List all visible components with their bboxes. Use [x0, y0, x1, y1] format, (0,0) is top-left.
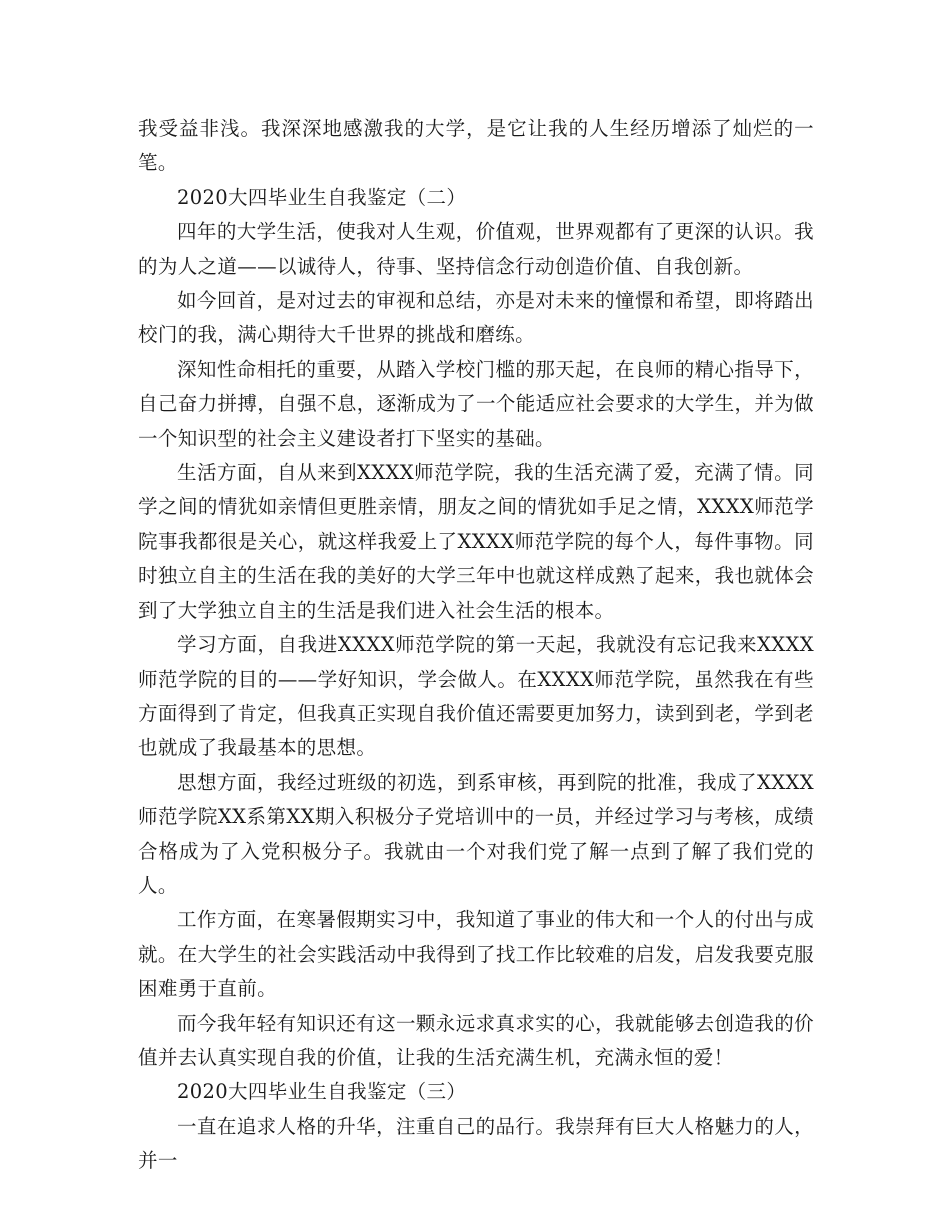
paragraph-conclusion: 而今我年轻有知识还有这一颗永远求真求实的心，我就能够去创造我的价值并去认真实现自我的价值，让我的生活充满生机，充满永恒的爱！ [138, 1011, 814, 1069]
paragraph-worldview: 四年的大学生活，使我对人生观，价值观，世界观都有了更深的认识。我的为人之道——以诚待人，待事、坚持信念行动创造价值、自我创新。 [138, 220, 814, 278]
paragraph-thought: 思想方面，我经过班级的初选，到系审核，再到院的批准，我成了XXXX师范学院XX系第XX期入积极分子党培训中的一员，并经过学习与考核，成绩合格成为了入党积极分子。我就由一个对我们党了解一点到了解了我们党的人。 [138, 770, 814, 897]
paragraph-study: 学习方面，自我进XXXX师范学院的第一天起，我就没有忘记我来XXXX师范学院的目的——学好知识，学会做人。在XXXX师范学院，虽然我在有些方面得到了肯定，但我真正实现自我价值还需要更加努力，读到到老，学到老也就成了我最基本的思想。 [138, 633, 814, 760]
paragraph-looking-back: 如今回首，是对过去的审视和总结，亦是对未来的憧憬和希望，即将踏出校门的我，满心期待大千世界的挑战和磨练。 [138, 289, 814, 347]
paragraph-character: 一直在追求人格的升华，注重自己的品行。我崇拜有巨大人格魅力的人，并一 [138, 1114, 814, 1173]
section-heading-2: 2020大四毕业生自我鉴定（二） [177, 185, 467, 209]
paragraph-work: 工作方面，在寒暑假期实习中，我知道了事业的伟大和一个人的付出与成就。在大学生的社会实践活动中我得到了找工作比较难的启发，启发我要克服困难勇于直前。 [138, 908, 814, 1001]
paragraph-striving: 深知性命相托的重要，从踏入学校门槛的那天起，在良师的精心指导下，自己奋力拼搏，自强不息，逐渐成为了一个能适应社会要求的大学生，并为做一个知识型的社会主义建设者打下坚实的基础。 [138, 357, 814, 450]
paragraph-continuation: 我受益非浅。我深深地感激我的大学，是它让我的人生经历增添了灿烂的一笔。 [138, 117, 814, 175]
section-heading-3: 2020大四毕业生自我鉴定（三） [177, 1080, 467, 1104]
document-page [138, 112, 814, 1179]
paragraph-life: 生活方面，自从来到XXXX师范学院，我的生活充满了爱，充满了情。同学之间的情犹如亲情但更胜亲情，朋友之间的情犹如手足之情，XXXX师范学院事我都很是关心，就这样我爱上了XXXX师范学院的每个人，每件事物。同时独立自主的生活在我的美好的大学三年中也就这样成熟了起来，我也就体会到了大学独立自主的生活是我们进入社会生活的根本。 [138, 461, 814, 622]
